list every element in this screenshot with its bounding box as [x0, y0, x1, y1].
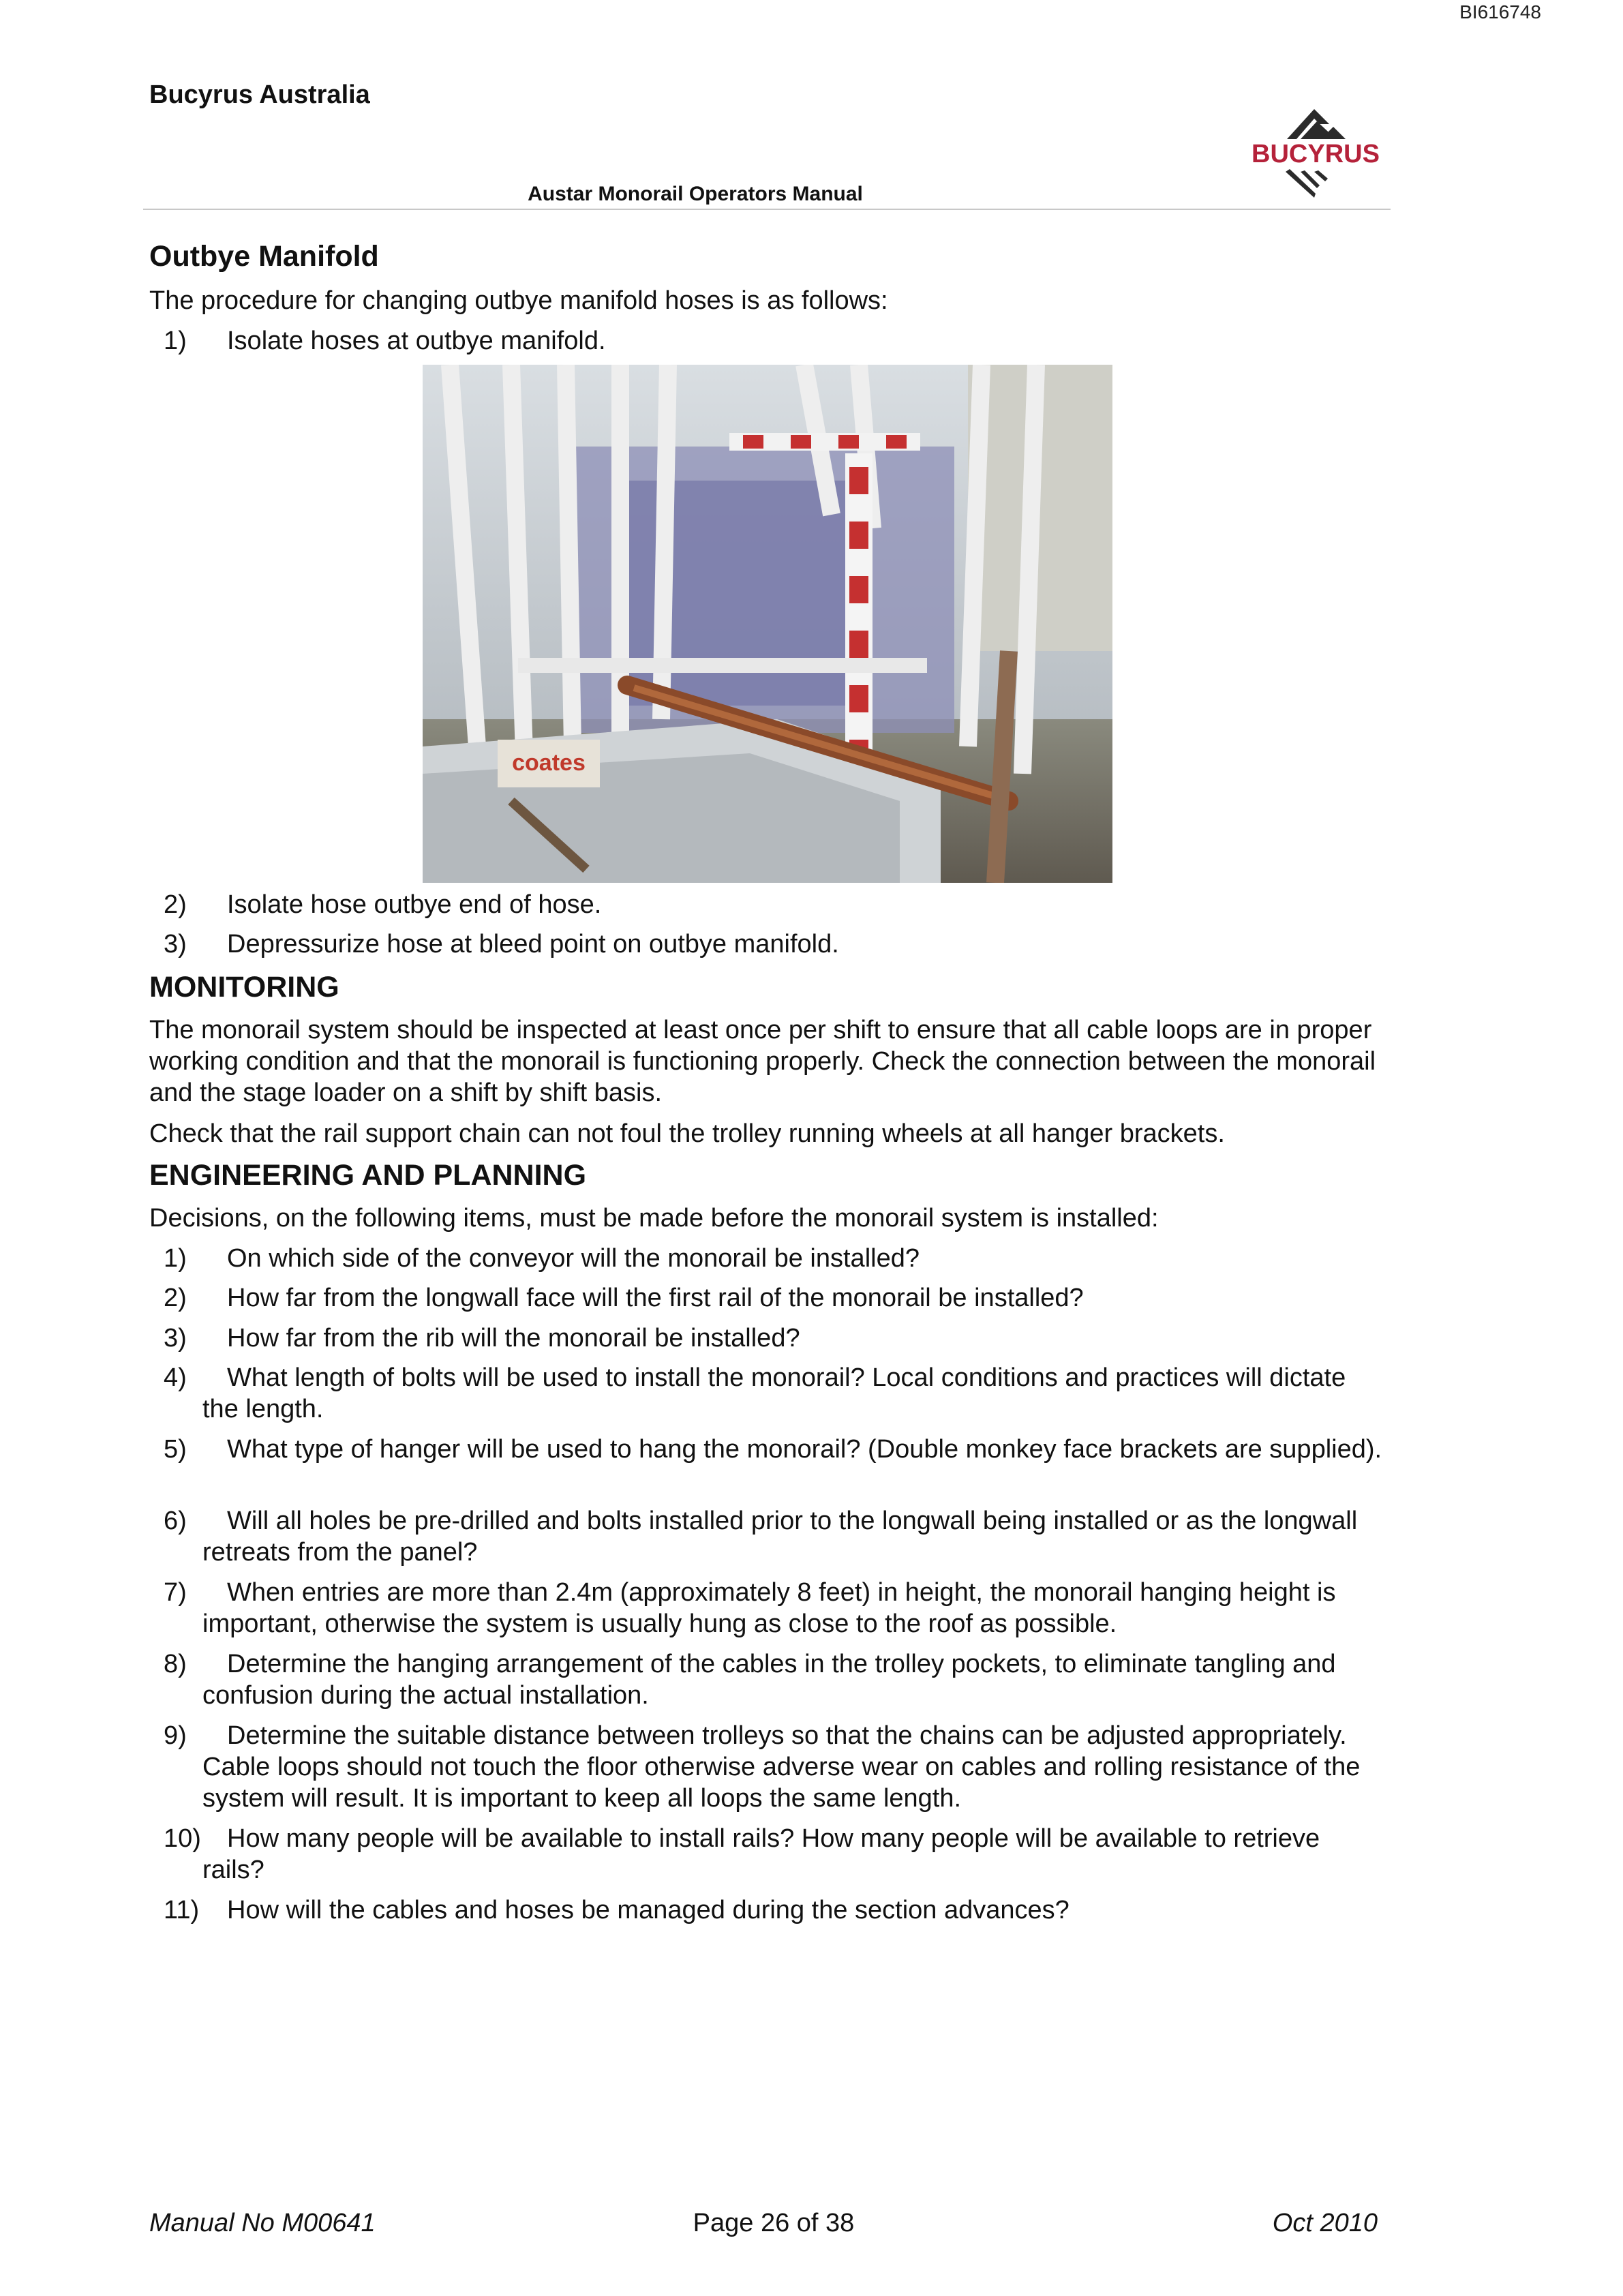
list-text: What length of bolts will be used to install the monorail? Local conditions and practices will dictate the length. — [202, 1363, 1346, 1423]
logo-wordmark: BUCYRUS — [1252, 140, 1380, 168]
list-item — [149, 1823, 1383, 1886]
document-id: BI616748 — [1459, 1, 1541, 22]
list-text: Determine the suitable distance between trolleys so that the chains can be adjusted appropriately. Cable loops should not touch the floor otherwise adverse wear on cables and rolling resistance of the system will result. It is important to keep all loops the same length. — [202, 1721, 1361, 1813]
section-heading-engineering: ENGINEERING AND PLANNING — [149, 1159, 587, 1192]
outbye-manifold-photo — [423, 365, 1112, 883]
footer-manual-number: Manual No M00641 — [149, 2209, 376, 2237]
list-text: Will all holes be pre-drilled and bolts installed prior to the longwall being installed or as the longwall retreats from the panel? — [202, 1507, 1358, 1567]
list-item — [149, 1505, 1383, 1568]
list-item — [149, 1648, 1383, 1711]
bucyrus-logo — [1234, 104, 1397, 206]
list-item — [149, 1434, 1383, 1465]
list-item — [149, 889, 1383, 920]
photo-sign-text: coates — [512, 750, 586, 776]
list-number: 4) — [164, 1363, 187, 1392]
section-heading-outbye: Outbye Manifold — [149, 240, 379, 273]
list-text: How far from the rib will the monorail be installed? — [227, 1324, 800, 1353]
list-item — [149, 1720, 1383, 1814]
monitoring-paragraph: The monorail system should be inspected at least once per shift to ensure that all cable loops are in proper working condition and that the monorail is functioning properly. Check the connection between the monorail and the stage loader on a shift by shift basis. — [149, 1016, 1376, 1107]
list-item — [149, 1282, 1383, 1314]
list-number: 1) — [164, 327, 187, 355]
header-divider — [143, 209, 1391, 210]
section-heading-monitoring: MONITORING — [149, 971, 339, 1003]
list-number: 9) — [164, 1721, 187, 1750]
list-item — [149, 1243, 1383, 1274]
list-text: Depressurize hose at bleed point on outbye manifold. — [227, 930, 839, 958]
list-text: How will the cables and hoses be managed during the section advances? — [227, 1896, 1070, 1924]
monitoring-paragraph: Check that the rail support chain can not foul the trolley running wheels at all hanger brackets. — [149, 1119, 1225, 1148]
list-text: On which side of the conveyor will the monorail be installed? — [227, 1244, 920, 1273]
list-number: 10) — [164, 1824, 201, 1853]
list-number: 2) — [164, 890, 187, 919]
list-text: Isolate hose outbye end of hose. — [227, 890, 602, 919]
list-item — [149, 325, 1383, 357]
outbye-intro: The procedure for changing outbye manifold hoses is as follows: — [149, 286, 888, 315]
list-item — [149, 1362, 1383, 1425]
list-text: Determine the hanging arrangement of the cables in the trolley pockets, to eliminate tangling and confusion during the actual installation. — [202, 1650, 1336, 1710]
list-item — [149, 1323, 1383, 1354]
list-number: 11) — [164, 1896, 200, 1924]
manual-title: Austar Monorail Operators Manual — [528, 183, 863, 205]
footer-date: Oct 2010 — [1272, 2209, 1378, 2237]
list-number: 8) — [164, 1650, 187, 1678]
list-text: Isolate hoses at outbye manifold. — [227, 327, 606, 355]
company-name: Bucyrus Australia — [149, 80, 370, 109]
list-item — [149, 1577, 1383, 1640]
list-number: 5) — [164, 1435, 187, 1464]
list-number: 1) — [164, 1244, 187, 1273]
footer-page-number: Page 26 of 38 — [693, 2209, 855, 2237]
list-number: 3) — [164, 1324, 187, 1353]
list-number: 3) — [164, 930, 187, 958]
list-number: 2) — [164, 1284, 187, 1312]
engineering-intro: Decisions, on the following items, must be made before the monorail system is installed: — [149, 1204, 1159, 1233]
list-text: What type of hanger will be used to hang the monorail? (Double monkey face brackets are supplied). — [227, 1435, 1382, 1464]
list-item — [149, 1894, 1383, 1926]
list-number: 7) — [164, 1578, 187, 1607]
list-text: How many people will be available to install rails? How many people will be available to retrieve rails? — [202, 1824, 1320, 1884]
list-item — [149, 928, 1383, 960]
list-number: 6) — [164, 1507, 187, 1535]
list-text: When entries are more than 2.4m (approximately 8 feet) in height, the monorail hanging height is important, otherwise the system is usually hung as close to the roof as possible. — [202, 1578, 1336, 1638]
list-text: How far from the longwall face will the first rail of the monorail be installed? — [227, 1284, 1084, 1312]
